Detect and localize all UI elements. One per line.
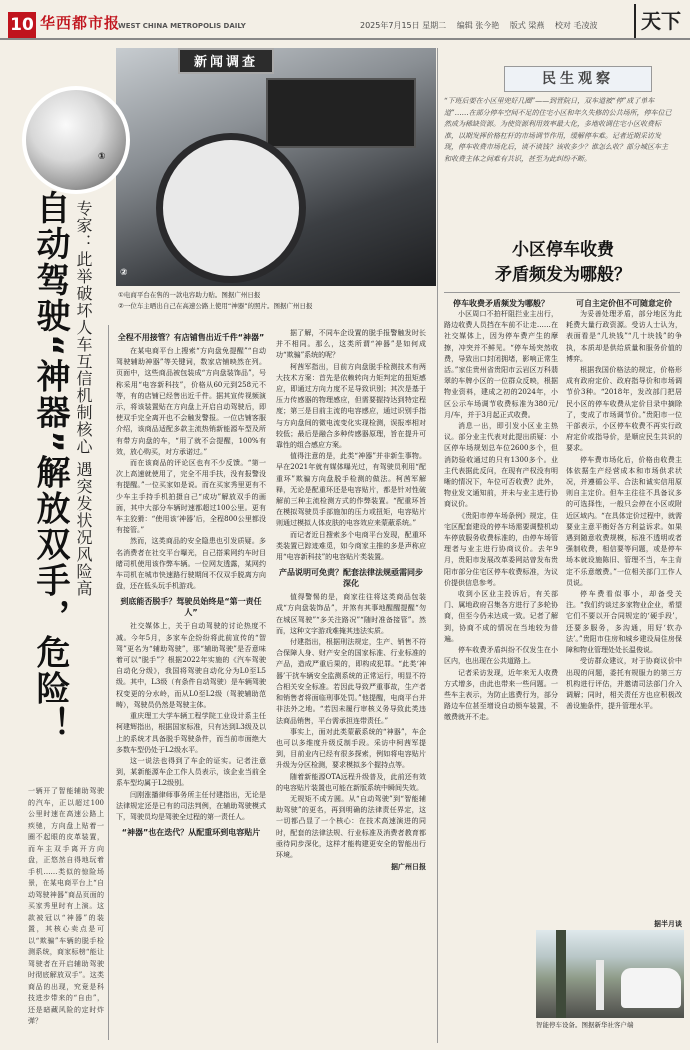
paragraph: 事实上，面对此类蒙蔽系统的“神器”，车企也可以多维度升级反制手段。采访中柯茜军提到，目前业内已经有很多探索，例如将电容贴片升级为分区检测，要求模拟多个握持点等。 [276, 727, 426, 770]
paragraph: 随着新能源OTA远程升级普及，此前还有效的电容贴片装置也可能在新版系统中瞬间失效。 [276, 772, 426, 792]
parking-meter [596, 960, 604, 1010]
car-interior-photo [116, 48, 436, 286]
right-rule [444, 292, 680, 293]
side-divider [108, 325, 109, 1040]
proofreader: 校对 毛凌波 [554, 21, 598, 30]
right-source: 据半月谈 [654, 919, 682, 928]
subhead-4: 产品说明可免责？配套法律法规亟需同步深化 [279, 568, 423, 589]
paragraph: 小区周口不拍杆阻拦业主出行，路边收费人员挡在车前不让走……在社交媒体上，因为停车费产生的摩擦，冲突并不鲜见。“停车场突然收费，导致出口封闭拥堵，影响正常生活。”家住贵州省贵阳市云岩区万科翡翠的车牌小区的一位群众反映，根据物业资料，建成之初的2024年，小区公示车场调节收费标准为380元/月/车，并于3月起正式收费。 [444, 310, 558, 419]
paragraph: 付建指出，根据刑法规定，生产、销售不符合保障人身、财产安全的国家标准、行业标准的产品，造成严重后果的，即构成犯罪。“此类‘神器’干扰车辆安全监测系统的正常运行，明显不符合相关安全标准。若因此导致严重事故，生产者和销售者将面临刑事处罚。”他提醒，电商平台并非法外之地。“若因未履行审核义务导致此类违法商品销售，平台需承担连带责任。” [276, 638, 426, 725]
paragraph: 社交媒体上，关于自动驾驶的讨论热度不减。今年5月，多家车企纷纷将此前宣传的“智驾”更名为“辅助驾驶”，那“辅助驾驶”是否意味着可以“脱手”？根据2022年实施的《汽车驾驶自动化分级》，我国将驾驶自动化分为L0至L5级。其中，L3级（有条件自动驾驶）是车辆驾驶权变更的分水岭，而从L0至L2级（驾驶辅助范畴），驾驶员仍然是驾驶主体。 [116, 622, 266, 709]
photo-captions [118, 290, 438, 312]
issue-date: 2025年7月15日 星期二 [360, 21, 447, 30]
caption-2: ②一位车主晒出自己在高速公路上使用“神器”的照片。图据广州日报 [118, 302, 313, 310]
designer: 版式 梁燕 [509, 21, 545, 30]
paragraph: 记者采访发现，近年来无人收费方式增多，由此也带来一些问题。一些车主表示，为防止逃费行为，部分路边车位甚至增设自动锁车装置，不缴费就开不走。 [444, 668, 558, 722]
column-divider [437, 48, 438, 1043]
paragraph: 收到小区业主投诉后，有关部门、属地政府召集各方进行了多轮协商，但至今仍未达成一致。记者了解到，协商不成的情况在当地较为普遍。 [444, 590, 558, 643]
paragraph: 值得警惕的是，商家往往将这类商品包装成“方向盘装饰品”，并煞有其事地醒醒提醒“勿在城区驾驶”“多关注路况”“随时准备接管”。然而，这种文字游戏难掩其违法实质。 [276, 593, 426, 635]
right-headline-line2: 矛盾频发为哪般？ [495, 265, 631, 285]
column-label: 民生观察 [504, 66, 652, 92]
headline-main: 自动驾驶“神器”解放双手，危险！ [30, 190, 70, 743]
paper-logo-en: WEST CHINA METROPOLIS DAILY [118, 22, 246, 30]
right-column-2 [566, 298, 682, 916]
right-column-1 [444, 298, 558, 916]
page-number: 10 [8, 12, 36, 38]
right-headline [448, 238, 678, 288]
parking-caption: 智能停车设备。图据新华社客户端 [536, 1021, 634, 1029]
photo-marker-2: ② [120, 268, 128, 278]
paragraph: 值得注意的是，此类“神器”并非新生事物。早在2021年就有媒体曝光过，有驾驶员利用“配重环”欺骗方向盘脱手检测的做法。柯茜军解释，无论是配重环还是电容贴片，都是针对性破解前三种主流检测方式的作弊装置。“配重环旨在模拟驾驶员手部施加的压力或扭矩，电容贴片则通过模拟人体皮肤的电容效应来蒙蔽系统。” [276, 452, 426, 528]
paragraph: 然而，这类商品的安全隐患也引发质疑。多名消费者在社交平台曝光，自己搭乘网约车时目睹司机使用该作弊车辆。一位网友透露，某网约车司机在城市快速路行驶期间不仅双手脱离方向盘，还在低头玩手机游戏。 [116, 537, 266, 591]
paragraph: 无规矩不成方圆。从“自动驾驶”到“智能辅助驾驶”的更名，再到明确的法律责任界定，这一切都凸显了一个核心：在技术高速演进的同时，配套的法律法规、行业标准及消费者教育都亟待同步深化，这样才能构建更安全的智能出行环境。 [276, 794, 426, 859]
paragraph: 停车费看似事小，却备受关注。“我们约谈过多家物业企业，希望它们不要以开合同规定的‘硬手段’，还要多服务，多沟通，用好‘软办法’。”贵阳市住房和城乡建设局住房保障和物业管理处处长温俊说。 [566, 590, 682, 655]
paragraph: 在某电商平台上搜索“方向盘免提醒”“自动驾驶辅助神器”等关键词，数家店铺映然在列。页面中，这些商品被包装成“方向盘装饰品”，号称采用“电容新科技”，价格从60元到258元不等，有的店铺已经售出近千件。据其宣传视频演示，将该装置贴在方向盘上开启自动驾驶后，即使双手完全离开也不会触发警报。一位店铺客服介绍，该商品适配多款主流热销新能源车型及所有带方向盘的车，“用了就不会提醒，100%有效，放心购买，对方承诺过。” [116, 347, 266, 456]
caption-1: ①电商平台在售的一款电容助力贴。图据广州日报 [118, 291, 261, 299]
product-photo [22, 86, 130, 194]
paragraph: 根据我国价格法的规定，价格形成有政府定价、政府指导价和市场调节价3种。“2018年，发改部门把居民小区的停车收费从定价目录中摘除了，变成了市场调节价。”贵阳市一位干部表示，小区停车收费不再实行政府定价或指导价，是顺应民生共识的要求。 [566, 366, 682, 453]
tree-trunk [556, 930, 566, 1018]
article-column-1 [116, 328, 266, 1043]
editor: 编辑 张今艳 [456, 21, 500, 30]
article-column-2 [276, 328, 426, 1043]
white-car [621, 968, 681, 1008]
section-name: 天下 [634, 4, 686, 38]
headline-sub: 专家：此举破坏人车互信机制核心 遇突发状况风险高 [74, 200, 93, 598]
paragraph: 据了解，不同车企设置的脱手报警触发时长并不相同。那么，这类所谓“神器”是如何成功“欺骗”系统的呢？ [276, 329, 426, 360]
paragraph: 受访群众建议，对于协商议价中出现的问题，委托有规服力的第三方机构进行评估，并邀请司法部门介入调解；同时，相关责任方也应积极改善设施条件，提升管理水平。 [566, 657, 682, 711]
header-info [360, 20, 605, 31]
right-intro: “下班后要在小区里兜好几圈”——到晋院日，双车道被“停”成了单车道”……在部分停车空间不足的住宅小区和年久失修的公共场所，停车位已然成为稀缺资源。为使资源利用效率最大化，多地收调住宅小区收费标准，以期发挥价格杠杆的市场调节作用，缓解停车难。记者近期采访发现，停车收费市场化后，谈不谈钱？该收多少？谁怎么收？部分城区车主和收费主体之间难有共识，甚至为此纠纷不断。 [444, 97, 672, 163]
paragraph: 而记者近日搜索多个电商平台发现，配重环类装置已踪迹难觅，如今商家主推的多是声称应用“电容新科技”的电容贴片类装置。 [276, 530, 426, 562]
subhead-3: “神器”也在迭代？从配重环到电容贴片 [121, 828, 261, 838]
dashboard-screen [266, 78, 416, 148]
article-source: 据广州日报 [391, 862, 426, 872]
subhead-2: 到底能否脱手？驾驶员始终是“第一责任人” [120, 597, 262, 618]
paragraph: 《贵阳市停车场条例》规定，住宅区配套建设的停车场需要调整机动车停放服务收费标准的，由停车场管理者与业主进行协商议价。去年9月，贵阳市发展改革委网站曾发布贵阳市部分住宅区停车收费标准，为议价提供信息参考。 [444, 511, 558, 587]
lead-paragraph: 一辆开了智能辅助驾驶的汽车，正以超过100公里时速在高速公路上疾驰，方向盘上贴着一圈不起眼的皮革装置，而车主双手离开方向盘，正悠然自得地玩着手机……类似的惊险场景，在某电商平台上“自动驾驶神器”商品页面的买家秀里时有上演。这款被冠以“神器”的装置，其核心卖点是可以“欺骗”车辆的脱手检测系统，商家标榜“能让驾驶者在开启辅助驾驶时彻底解放双手”。这类商品的出现，究竟是科技进步带来的“自由”，还是暗藏风险的定时炸弹？ [28, 787, 104, 1025]
subhead-1: 全程不用接管？有店铺售出近千件“神器” [117, 333, 265, 342]
paragraph: 柯茜军指出，目前方向盘脱手检测技术有两大技术方案：首先是依赖转向力矩判定的扭矩感应，即通过方向力度不足导致识别；其次是基于压力传感器的物理感应，但需要握持达到特定程度；第三是目前主流的电容感应，通过识别手指与方向盘间的微电流变化实现检测，误报率相对较低；最后是融合多种传感器原理，旨在提升可靠性的组合感应方案。 [276, 362, 426, 450]
steering-wheel [156, 133, 306, 283]
paragraph: 闫刚涨播律师事务所主任付建指出，无论是法律规定还是已有的司法判例，在辅助驾驶模式下，驾驶员均是驾驶全过程的第一责任人。 [116, 790, 266, 821]
paragraph: 消息一出，即引发小区业主热议。部分业主代表对此提出质疑：小区停车场规划总车位2600多个，但消防验收通过的只有1300多个。业主代表据此反问，在现有产权没有明晰的情况下，车位可否收费？此外，物业发文通知前，并未与业主进行协商议价。 [444, 422, 558, 509]
paragraph: 停车收费矛盾纠纷不仅发生在小区内，也出现在公共道路上。 [444, 646, 558, 666]
parking-photo [536, 930, 684, 1018]
paragraph: 为妥善处理矛盾，部分地区为此耗费大量行政资源。受访人士认为，表面看是“几块钱”“几十块钱”的争执，本质却是供给质量和服务价值的博弈。 [566, 310, 682, 363]
paper-logo: 华西都市报 [40, 14, 121, 32]
paragraph: 这一说法也得到了车企的证实。记者注意到，某新能源车企工作人员表示，该企业当前全系车型均属于L2级别。 [116, 756, 266, 788]
right-subhead-1: 停车收费矛盾频发为哪般？ [453, 299, 549, 308]
right-headline-line1: 小区停车收费 [512, 240, 614, 260]
news-tag: 新闻调查 [178, 48, 274, 74]
paragraph: 重庆理工大学车辆工程学院工业设计系主任柯建辉指出，根据国家标准，只有达到L3级及以上的系统才具备脱手驾驶条件，而当前市面绝大多数车型仍处于L2级水平。 [116, 712, 266, 754]
paragraph: 停车费市场化后，价格由收费主体依据生产经营成本和市场供求状况，并遵循公平、合法和诚实信用原则自主定价。但车主往往不具备议多的可选择性，一般只会停在小区或附近区域内。“在具体定价过程中，就需要业主意平衡好各方利益诉求。如果遇到随意收费规模，标准不透明或者强制收费，相信要等问题，或是停车场本就设施陈旧、管理不当，车主肯定不乐意缴费。”一位相关部门工作人员说。 [566, 455, 682, 587]
photo-marker-1: ① [98, 152, 106, 162]
right-subhead-2: 可自主定价但不可随意定价 [576, 299, 672, 308]
paragraph: 而在该商品的评论区也有不少反馈。“第一次上高速就使用了，完全不用手扶，没有报警没有提醒。”一位买家如是说。而在买家秀里更有不少车主手持手机拍摄自己“成功”解放双手的画面，其中大部分车辆时速都超过100公里。更有车主狡猾：“使用该‘神器’后，全程800公里都没有接管。” [116, 459, 266, 535]
